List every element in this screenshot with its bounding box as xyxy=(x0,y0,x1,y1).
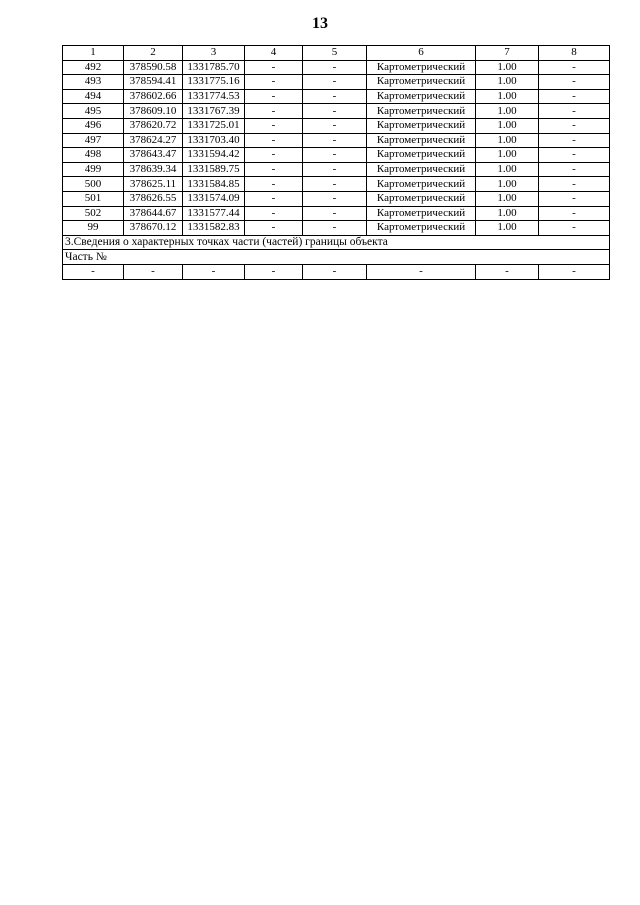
point-number-cell: 495 xyxy=(63,104,124,119)
col4-cell: - xyxy=(245,89,303,104)
method-cell: Картометрический xyxy=(367,206,476,221)
accuracy-cell: 1.00 xyxy=(476,162,539,177)
table-row xyxy=(63,60,610,75)
col5-cell: - xyxy=(303,177,367,192)
empty-cell: - xyxy=(183,264,245,279)
col5-cell: - xyxy=(303,206,367,221)
header-cell: 2 xyxy=(124,46,183,61)
table-row xyxy=(63,148,610,163)
accuracy-cell: 1.00 xyxy=(476,104,539,119)
point-number-cell: 500 xyxy=(63,177,124,192)
y-coordinate-cell: 1331574.09 xyxy=(183,191,245,206)
col8-cell: - xyxy=(539,221,610,236)
empty-cell: - xyxy=(476,264,539,279)
col8-cell: - xyxy=(539,191,610,206)
accuracy-cell: 1.00 xyxy=(476,60,539,75)
accuracy-cell: 1.00 xyxy=(476,75,539,90)
x-coordinate-cell: 378602.66 xyxy=(124,89,183,104)
section-title-row xyxy=(63,235,610,250)
col5-cell: - xyxy=(303,118,367,133)
accuracy-cell: 1.00 xyxy=(476,206,539,221)
accuracy-cell: 1.00 xyxy=(476,221,539,236)
x-coordinate-cell: 378639.34 xyxy=(124,162,183,177)
x-coordinate-cell: 378620.72 xyxy=(124,118,183,133)
col8-cell: - xyxy=(539,89,610,104)
col8-cell: - xyxy=(539,162,610,177)
point-number-cell: 99 xyxy=(63,221,124,236)
col4-cell: - xyxy=(245,60,303,75)
col5-cell: - xyxy=(303,133,367,148)
col8-cell: - xyxy=(539,133,610,148)
col4-cell: - xyxy=(245,75,303,90)
empty-cell: - xyxy=(124,264,183,279)
part-label: Часть № xyxy=(63,250,610,265)
col4-cell: - xyxy=(245,177,303,192)
x-coordinate-cell: 378594.41 xyxy=(124,75,183,90)
x-coordinate-cell: 378609.10 xyxy=(124,104,183,119)
y-coordinate-cell: 1331703.40 xyxy=(183,133,245,148)
method-cell: Картометрический xyxy=(367,221,476,236)
method-cell: Картометрический xyxy=(367,162,476,177)
table-row xyxy=(63,118,610,133)
table-row xyxy=(63,177,610,192)
point-number-cell: 494 xyxy=(63,89,124,104)
header-cell: 4 xyxy=(245,46,303,61)
page-number: 13 xyxy=(312,15,328,32)
col8-cell: - xyxy=(539,177,610,192)
accuracy-cell: 1.00 xyxy=(476,148,539,163)
header-cell: 3 xyxy=(183,46,245,61)
header-row xyxy=(63,46,610,61)
x-coordinate-cell: 378644.67 xyxy=(124,206,183,221)
col4-cell: - xyxy=(245,206,303,221)
method-cell: Картометрический xyxy=(367,75,476,90)
y-coordinate-cell: 1331775.16 xyxy=(183,75,245,90)
col5-cell: - xyxy=(303,162,367,177)
col8-cell: - xyxy=(539,60,610,75)
point-number-cell: 498 xyxy=(63,148,124,163)
empty-cell: - xyxy=(245,264,303,279)
part-label-row xyxy=(63,250,610,265)
col8-cell: - xyxy=(539,148,610,163)
empty-cell: - xyxy=(367,264,476,279)
point-number-cell: 496 xyxy=(63,118,124,133)
y-coordinate-cell: 1331584.85 xyxy=(183,177,245,192)
y-coordinate-cell: 1331725.01 xyxy=(183,118,245,133)
table-row xyxy=(63,104,610,119)
method-cell: Картометрический xyxy=(367,89,476,104)
accuracy-cell: 1.00 xyxy=(476,118,539,133)
col4-cell: - xyxy=(245,118,303,133)
header-cell: 6 xyxy=(367,46,476,61)
y-coordinate-cell: 1331577.44 xyxy=(183,206,245,221)
col4-cell: - xyxy=(245,133,303,148)
header-cell: 8 xyxy=(539,46,610,61)
point-number-cell: 493 xyxy=(63,75,124,90)
col5-cell: - xyxy=(303,104,367,119)
y-coordinate-cell: 1331785.70 xyxy=(183,60,245,75)
x-coordinate-cell: 378590.58 xyxy=(124,60,183,75)
method-cell: Картометрический xyxy=(367,148,476,163)
y-coordinate-cell: 1331774.53 xyxy=(183,89,245,104)
col8-cell: - xyxy=(539,206,610,221)
header-cell: 7 xyxy=(476,46,539,61)
y-coordinate-cell: 1331589.75 xyxy=(183,162,245,177)
col5-cell: - xyxy=(303,148,367,163)
method-cell: Картометрический xyxy=(367,104,476,119)
col5-cell: - xyxy=(303,191,367,206)
y-coordinate-cell: 1331582.83 xyxy=(183,221,245,236)
method-cell: Картометрический xyxy=(367,60,476,75)
point-number-cell: 497 xyxy=(63,133,124,148)
point-number-cell: 501 xyxy=(63,191,124,206)
accuracy-cell: 1.00 xyxy=(476,133,539,148)
method-cell: Картометрический xyxy=(367,191,476,206)
point-number-cell: 502 xyxy=(63,206,124,221)
col5-cell: - xyxy=(303,75,367,90)
col4-cell: - xyxy=(245,104,303,119)
empty-cell: - xyxy=(63,264,124,279)
x-coordinate-cell: 378670.12 xyxy=(124,221,183,236)
col8-cell: - xyxy=(539,75,610,90)
col5-cell: - xyxy=(303,221,367,236)
empty-cell: - xyxy=(539,264,610,279)
accuracy-cell: 1.00 xyxy=(476,191,539,206)
table-row xyxy=(63,221,610,236)
point-number-cell: 499 xyxy=(63,162,124,177)
table-body xyxy=(63,46,610,280)
y-coordinate-cell: 1331594.42 xyxy=(183,148,245,163)
x-coordinate-cell: 378625.11 xyxy=(124,177,183,192)
empty-cell: - xyxy=(303,264,367,279)
x-coordinate-cell: 378643.47 xyxy=(124,148,183,163)
col5-cell: - xyxy=(303,60,367,75)
header-cell: 1 xyxy=(63,46,124,61)
table-row xyxy=(63,162,610,177)
col4-cell: - xyxy=(245,221,303,236)
y-coordinate-cell: 1331767.39 xyxy=(183,104,245,119)
method-cell: Картометрический xyxy=(367,133,476,148)
x-coordinate-cell: 378626.55 xyxy=(124,191,183,206)
table-row xyxy=(63,75,610,90)
table-row xyxy=(63,206,610,221)
x-coordinate-cell: 378624.27 xyxy=(124,133,183,148)
method-cell: Картометрический xyxy=(367,177,476,192)
coordinates-table xyxy=(62,45,610,280)
col8-cell: - xyxy=(539,104,610,119)
table-row xyxy=(63,191,610,206)
header-cell: 5 xyxy=(303,46,367,61)
col8-cell: - xyxy=(539,118,610,133)
accuracy-cell: 1.00 xyxy=(476,177,539,192)
section-title: 3.Сведения о характерных точках части (частей) границы объекта xyxy=(63,235,610,250)
table-row xyxy=(63,89,610,104)
col5-cell: - xyxy=(303,89,367,104)
accuracy-cell: 1.00 xyxy=(476,89,539,104)
point-number-cell: 492 xyxy=(63,60,124,75)
col4-cell: - xyxy=(245,162,303,177)
method-cell: Картометрический xyxy=(367,118,476,133)
table-row xyxy=(63,133,610,148)
col4-cell: - xyxy=(245,191,303,206)
col4-cell: - xyxy=(245,148,303,163)
empty-row xyxy=(63,264,610,279)
